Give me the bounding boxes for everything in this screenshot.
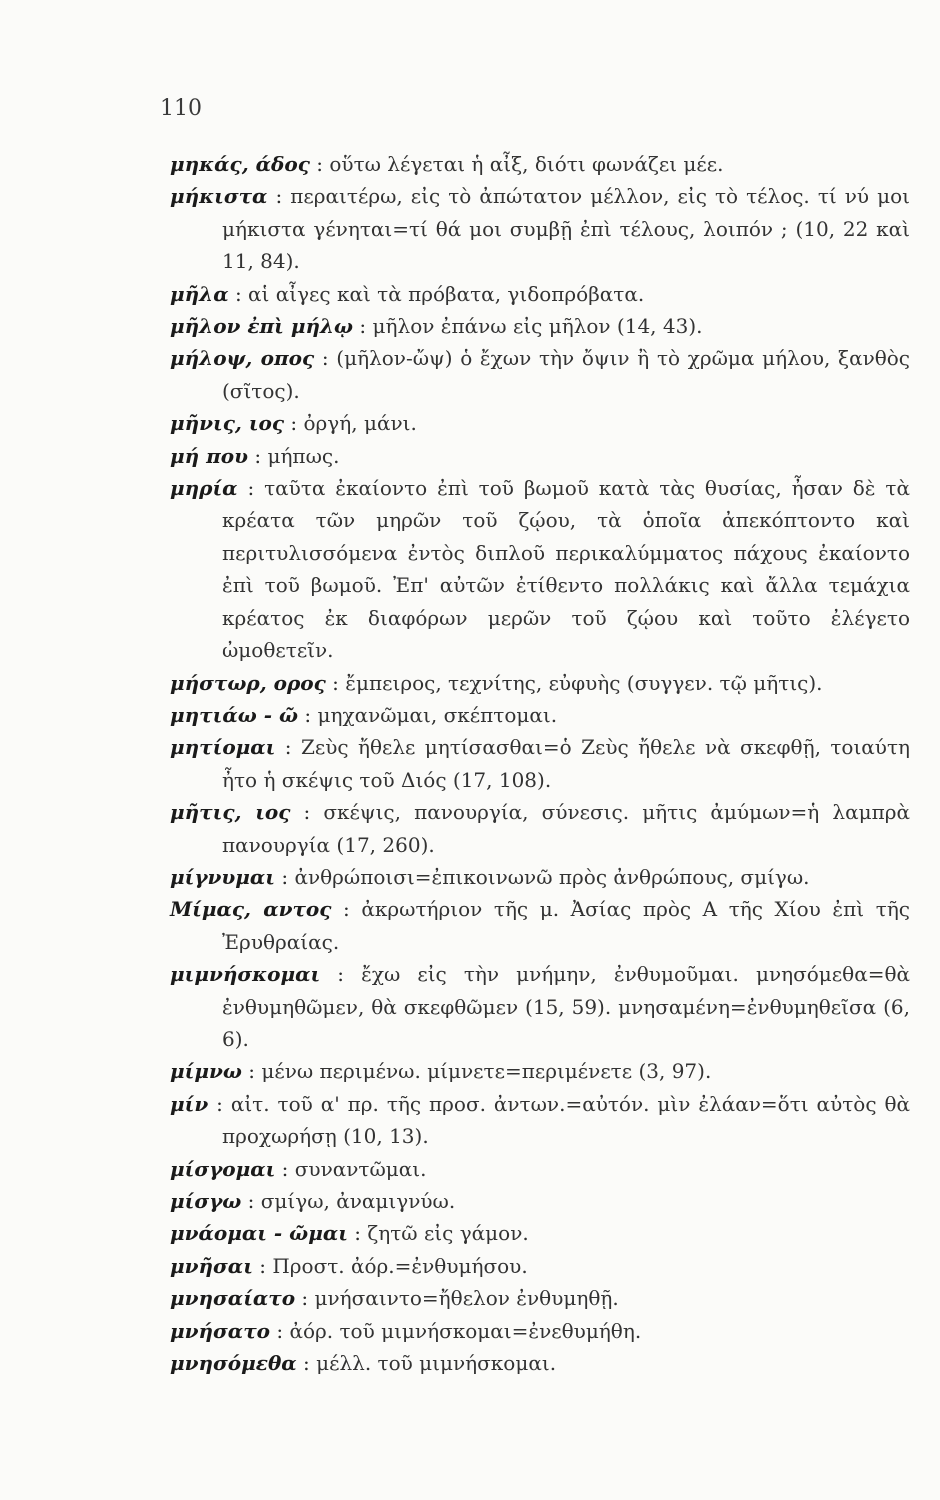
definition: ὀργή, μάνι. — [303, 411, 417, 436]
definition: μέλλ. τοῦ μιμνήσκομαι. — [316, 1351, 557, 1376]
headword: μίσγομαι — [170, 1156, 276, 1181]
headword: μῆλα — [170, 281, 229, 306]
glossary-entry: μῆλα : αἱ αἶγες καὶ τὰ πρόβατα, γιδοπρόβατα. — [170, 281, 645, 306]
headword: μή που — [170, 443, 248, 468]
definition: ἔχω εἰς τὴν μνήμην, ἐνθυμοῦμαι. μνησόμεθα=θὰ ἐνθυμηθῶμεν, θὰ σκεφθῶμεν (15, 59). μνησαμένη=ἐνθυμηθεῖσα (6, 6). — [222, 962, 911, 1051]
glossary-entry: μίν : αἰτ. τοῦ α' πρ. τῆς προσ. ἀντων.=αὐτόν. μὶν ἐλάαν=ὅτι αὐτὸς θὰ προχωρήσῃ (10, 13). — [170, 1091, 911, 1149]
headword: μῆλον ἐπὶ μήλῳ — [170, 314, 354, 339]
headword: μνησαίατο — [170, 1286, 296, 1311]
definition: ἔμπειρος, τεχνίτης, εὐφυὴς (συγγεν. τῷ μῆτις). — [345, 670, 823, 695]
definition: μῆλον ἐπάνω εἰς μῆλον (14, 43). — [372, 314, 703, 339]
glossary-entry: μηρία : ταῦτα ἐκαίοντο ἐπὶ τοῦ βωμοῦ κατὰ τὰς θυσίας, ἦσαν δὲ τὰ κρέατα τῶν μηρῶν τοῦ ζῴου, τὰ ὁποῖα ἀπεκόπτοντο καὶ περιτυλισσόμενα ἐντὸς διπλοῦ περικαλύμματος πάχους ἐκαίοντο ἐπὶ τοῦ βωμοῦ. Ἐπ' αὐτῶν ἐτίθεντο πολλάκις καὶ ἄλλα τεμάχια κρέατος ἐκ διαφόρων μερῶν τοῦ ζῴου καὶ τοῦτο ἐλέγετο ὠμοθετεῖν. — [170, 476, 911, 663]
glossary-entry: μητιάω - ῶ : μηχανῶμαι, σκέπτομαι. — [170, 702, 558, 727]
glossary-entry: μνησαίατο : μνήσαιντο=ἤθελον ἐνθυμηθῇ. — [170, 1286, 619, 1311]
page-number: 110 — [160, 96, 202, 121]
definition: σμίγω, ἀναμιγνύω. — [260, 1189, 456, 1213]
headword: μνάομαι - ῶμαι — [170, 1221, 348, 1246]
headword: Μίμας, αντος — [170, 897, 332, 922]
glossary-entry: μνήσατο : ἀόρ. τοῦ μιμνήσκομαι=ἐνεθυμήθη. — [170, 1318, 642, 1343]
headword: μίσγω — [170, 1189, 242, 1213]
headword: μνῆσαι — [170, 1253, 253, 1278]
definition: συναντῶμαι. — [294, 1156, 427, 1181]
glossary-entries — [170, 148, 910, 1379]
glossary-entry: μνῆσαι : Προστ. ἀόρ.=ἐνθυμήσου. — [170, 1253, 528, 1278]
definition: σκέψις, πανουργία, σύνεσις. μῆτις ἀμύμων=ἡ λαμπρὰ πανουργία (17, 260). — [222, 800, 910, 857]
headword: μηκάς, άδος — [170, 152, 310, 176]
glossary-entry: μιμνήσκομαι : ἔχω εἰς τὴν μνήμην, ἐνθυμοῦμαι. μνησόμεθα=θὰ ἐνθυμηθῶμεν, θὰ σκεφθῶμεν (15, 59). μνησαμένη=ἐνθυμηθεῖσα (6, 6). — [170, 962, 911, 1051]
definition: ζητῶ εἰς γάμον. — [367, 1221, 529, 1246]
definition: (μῆλον-ὤψ) ὁ ἔχων τὴν ὄψιν ἢ τὸ χρῶμα μήλου, ξανθὸς (σῖτος). — [222, 346, 911, 403]
definition: μηχανῶμαι, σκέπτομαι. — [317, 702, 558, 727]
glossary-entry: μνάομαι - ῶμαι : ζητῶ εἰς γάμον. — [170, 1221, 529, 1246]
definition: αἱ αἶγες καὶ τὰ πρόβατα, γιδοπρόβατα. — [248, 281, 645, 306]
glossary-entry: μνησόμεθα : μέλλ. τοῦ μιμνήσκομαι. — [170, 1351, 557, 1376]
glossary-entry: μηκάς, άδος : οὕτω λέγεται ἡ αἶξ, διότι φωνάζει μέε. — [170, 152, 724, 176]
definition: μένω περιμένω. μίμνετε=περιμένετε (3, 97). — [261, 1059, 712, 1084]
definition: οὕτω λέγεται ἡ αἶξ, διότι φωνάζει μέε. — [329, 152, 724, 176]
headword: μητιάω - ῶ — [170, 702, 299, 727]
headword: μιμνήσκομαι — [170, 962, 321, 987]
glossary-entry: μήλοψ, οπος : (μῆλον-ὤψ) ὁ ἔχων τὴν ὄψιν ἢ τὸ χρῶμα μήλου, ξανθὸς (σῖτος). — [170, 346, 911, 403]
headword: μητίομαι — [170, 735, 276, 760]
glossary-entry: μίσγω : σμίγω, ἀναμιγνύω. — [170, 1189, 456, 1213]
glossary-entry: μή που : μήπως. — [170, 443, 340, 468]
glossary-entry: μήκιστα : περαιτέρω, εἰς τὸ ἀπώτατον μέλλον, εἰς τὸ τέλος. τί νύ μοι μήκιστα γένηται=τί θά μοι συμβῇ ἐπὶ τέλους, λοιπόν ; (10, 22 καὶ 11, 84). — [170, 184, 911, 274]
headword: μνήσατο — [170, 1318, 270, 1343]
glossary-entry: μῆτις, ιος : σκέψις, πανουργία, σύνεσις. μῆτις ἀμύμων=ἡ λαμπρὰ πανουργία (17, 260). — [170, 800, 910, 857]
definition: ἀκρωτήριον τῆς μ. Ἀσίας πρὸς Α τῆς Χίου ἐπὶ τῆς Ἐρυθραίας. — [222, 897, 910, 954]
headword: μίγνυμαι — [170, 864, 275, 889]
glossary-entry: μῆλον ἐπὶ μήλῳ : μῆλον ἐπάνω εἰς μῆλον (14, 43). — [170, 314, 703, 339]
definition: μήπως. — [267, 443, 340, 468]
definition: Ζεὺς ἤθελε μητίσασθαι=ὁ Ζεὺς ἤθελε νὰ σκεφθῇ, τοιαύτη ἦτο ἡ σκέψις τοῦ Διός (17, 108). — [222, 735, 910, 792]
headword: μίμνω — [170, 1059, 242, 1084]
glossary-entry: μήστωρ, ορος : ἔμπειρος, τεχνίτης, εὐφυὴς (συγγεν. τῷ μῆτις). — [170, 670, 823, 695]
headword: μνησόμεθα — [170, 1351, 297, 1376]
definition: μνήσαιντο=ἤθελον ἐνθυμηθῇ. — [314, 1286, 619, 1311]
headword: μήκιστα — [170, 184, 268, 209]
definition: Προστ. ἀόρ.=ἐνθυμήσου. — [272, 1253, 528, 1278]
glossary-entry: μητίομαι : Ζεὺς ἤθελε μητίσασθαι=ὁ Ζεὺς ἤθελε νὰ σκεφθῇ, τοιαύτη ἦτο ἡ σκέψις τοῦ Διός (17, 108). — [170, 735, 910, 792]
headword: μῆνις, ιος — [170, 411, 285, 436]
headword: μίν — [170, 1091, 209, 1116]
definition: ταῦτα ἐκαίοντο ἐπὶ τοῦ βωμοῦ κατὰ τὰς θυσίας, ἦσαν δὲ τὰ κρέατα τῶν μηρῶν τοῦ ζῴου, τὰ ὁποῖα ἀπεκόπτοντο καὶ περιτυλισσόμενα ἐντὸς διπλοῦ περικαλύμματος πάχους ἐκαίοντο ἐπὶ τοῦ βωμοῦ. Ἐπ' αὐτῶν ἐτίθεντο πολλάκις καὶ ἄλλα τεμάχια κρέατος ἐκ διαφόρων μερῶν τοῦ ζῴου καὶ τοῦτο ἐλέγετο ὠμοθετεῖν. — [222, 476, 911, 663]
glossary-entry: Μίμας, αντος : ἀκρωτήριον τῆς μ. Ἀσίας πρὸς Α τῆς Χίου ἐπὶ τῆς Ἐρυθραίας. — [170, 897, 910, 954]
glossary-entry: μίγνυμαι : ἀνθρώποισι=ἐπικοινωνῶ πρὸς ἀνθρώπους, σμίγω. — [170, 864, 810, 889]
headword: μηρία — [170, 476, 238, 501]
headword: μήλοψ, οπος — [170, 346, 315, 371]
definition: αἰτ. τοῦ α' πρ. τῆς προσ. ἀντων.=αὐτόν. μὶν ἐλάαν=ὅτι αὐτὸς θὰ προχωρήσῃ (10, 13). — [222, 1091, 911, 1149]
glossary-entry: μῆνις, ιος : ὀργή, μάνι. — [170, 411, 417, 436]
definition: ἀνθρώποισι=ἐπικοινωνῶ πρὸς ἀνθρώπους, σμίγω. — [294, 864, 810, 889]
glossary-entry: μίσγομαι : συναντῶμαι. — [170, 1156, 427, 1181]
headword: μῆτις, ιος — [170, 800, 291, 825]
headword: μήστωρ, ορος — [170, 670, 326, 695]
definition: ἀόρ. τοῦ μιμνήσκομαι=ἐνεθυμήθη. — [289, 1318, 642, 1343]
glossary-entry: μίμνω : μένω περιμένω. μίμνετε=περιμένετε (3, 97). — [170, 1059, 712, 1084]
definition: περαιτέρω, εἰς τὸ ἀπώτατον μέλλον, εἰς τὸ τέλος. τί νύ μοι μήκιστα γένηται=τί θά μοι συμβῇ ἐπὶ τέλους, λοιπόν ; (10, 22 καὶ 11, 84). — [222, 184, 911, 274]
